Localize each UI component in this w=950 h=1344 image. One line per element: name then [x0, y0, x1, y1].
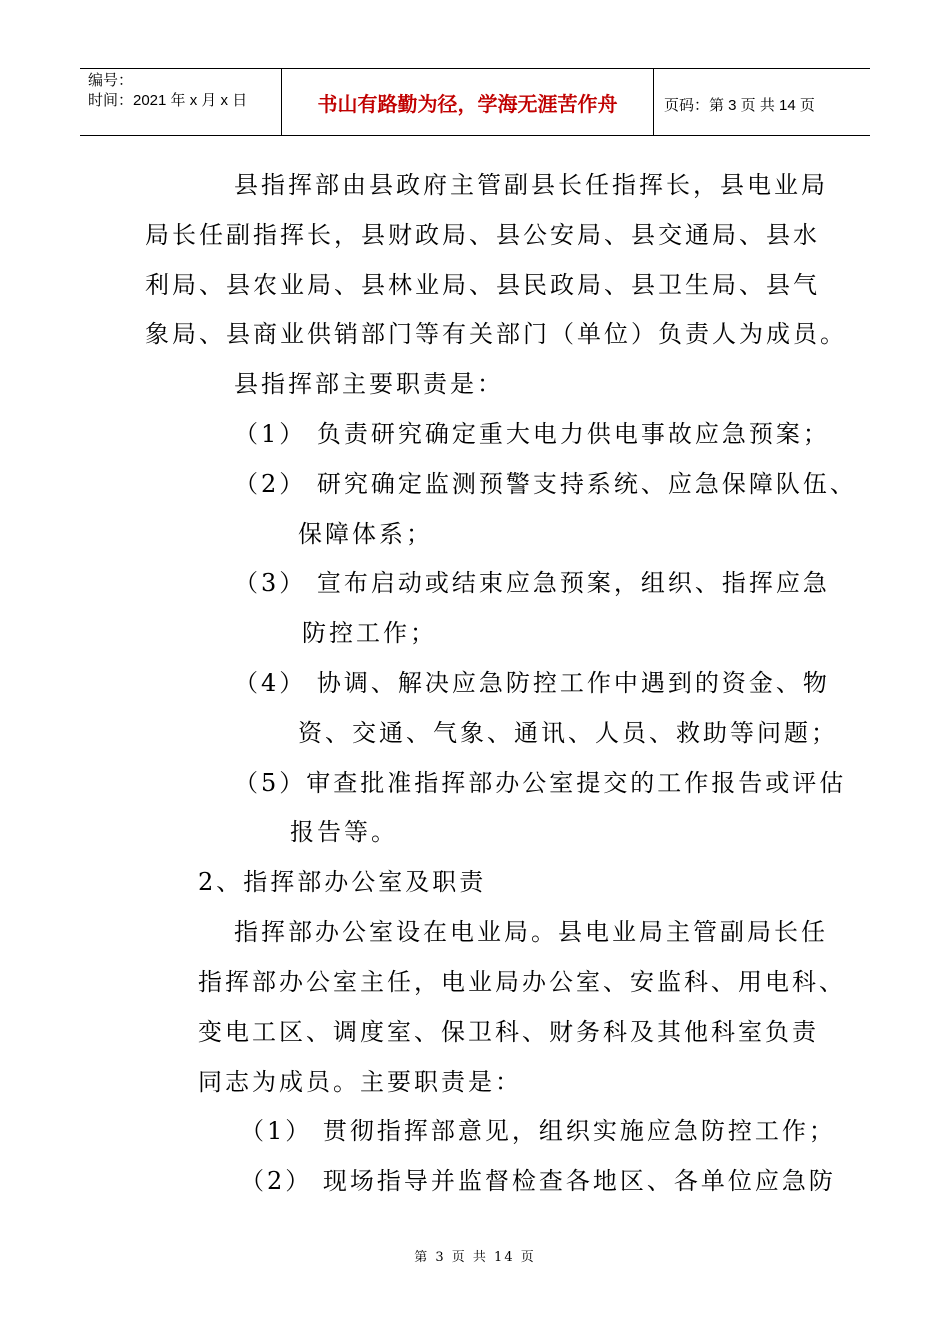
list-item-continuation: 防控工作； [302, 619, 437, 647]
page-header [80, 68, 870, 136]
body-line: 象局、县商业供销部门等有关部门（单位）负责人为成员。 [145, 320, 847, 348]
list-item: （1） 贯彻指挥部意见，组织实施应急防控工作； [240, 1117, 836, 1145]
header-page-info: 页码：第 3 页 共 14 页 [664, 96, 815, 114]
body-line: 同志为成员。主要职责是： [198, 1068, 522, 1096]
list-item: （4） 协调、解决应急防控工作中遇到的资金、物 [234, 669, 830, 697]
document-number-label: 编号： [88, 72, 134, 89]
list-item: （3） 宣布启动或结束应急预案，组织、指挥应急 [234, 569, 830, 597]
body-line: 利局、县农业局、县林业局、县民政局、县卫生局、县气 [145, 271, 820, 299]
body-line: 变电工区、调度室、保卫科、财务科及其他科室负责 [198, 1018, 819, 1046]
body-line: 县指挥部主要职责是： [234, 370, 504, 398]
header-meta [80, 69, 282, 135]
list-item: （2） 现场指导并监督检查各地区、各单位应急防 [240, 1167, 836, 1195]
list-item: （2） 研究确定监测预警支持系统、应急保障队伍、 [234, 470, 857, 498]
document-time-label: 时间：2021 年 x 月 x 日 [88, 92, 248, 109]
page-footer: 第 3 页 共 14 页 [414, 1250, 536, 1265]
list-item-continuation: 报告等。 [290, 818, 398, 846]
list-item-continuation: 保障体系； [298, 520, 433, 548]
header-motto: 书山有路勤为径，学海无涯苦作舟 [282, 69, 654, 135]
body-line: 县指挥部由县政府主管副县长任指挥长，县电业局 [234, 171, 828, 199]
list-item-continuation: 资、交通、气象、通讯、人员、救助等问题； [298, 719, 838, 747]
body-line: 指挥部办公室设在电业局。县电业局主管副局长任 [234, 918, 828, 946]
list-item: （5）审查批准指挥部办公室提交的工作报告或评估 [234, 769, 847, 797]
list-item: （1） 负责研究确定重大电力供电事故应急预案； [234, 420, 830, 448]
section-heading: 2、指挥部办公室及职责 [198, 868, 487, 896]
body-line: 指挥部办公室主任，电业局办公室、安监科、用电科、 [198, 968, 846, 996]
body-line: 局长任副指挥长，县财政局、县公安局、县交通局、县水 [145, 221, 820, 249]
